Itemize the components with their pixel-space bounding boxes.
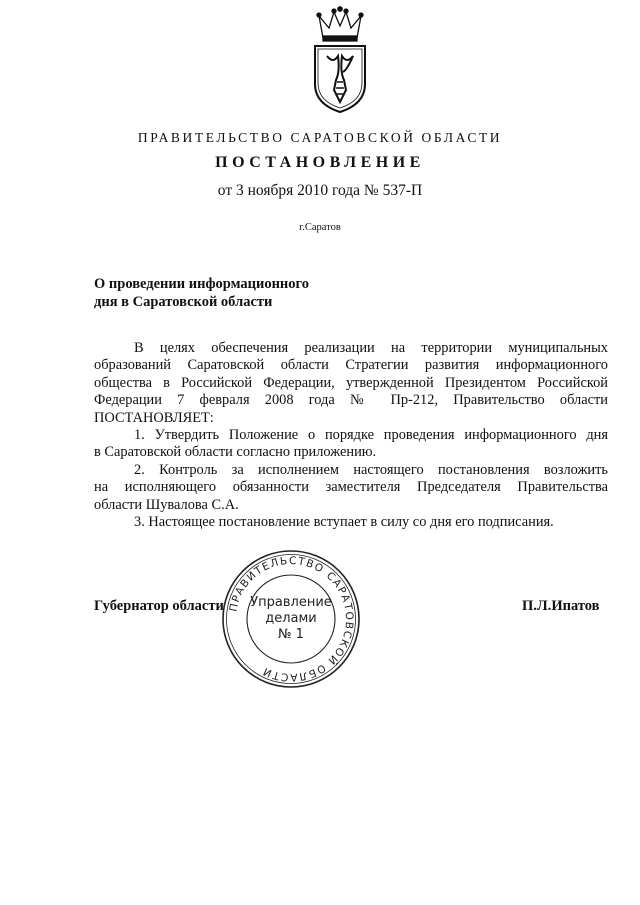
government-title: ПРАВИТЕЛЬСТВО САРАТОВСКОЙ ОБЛАСТИ [137,130,503,145]
paragraph-line: Федерации 7 февраля 2008 года № Пр-212, Правительство области [94,392,608,409]
paragraph-line: в Саратовской области согласно приложению. [94,444,377,461]
paragraph-line: 2. Контроль за исполнением настоящего постановления возложить [134,461,608,478]
stamp-center-line: делами [265,611,317,626]
subject-line: дня в Саратовской области [94,294,273,310]
signatory-name: П.Л.Ипатов [522,598,600,614]
paragraph-line: области Шувалова С.А. [94,496,239,513]
paragraph-line: на исполняющего обязанности заместителя Председателя Правительства [94,479,608,496]
city: г.Саратов [299,222,341,233]
stamp-center-line: № 1 [278,627,304,642]
document-body [94,340,608,531]
date-number: от 3 ноября 2010 года № 537-П [217,182,423,199]
paragraph-line: 3. Настоящее постановление вступает в силу со дня его подписания. [134,514,554,531]
paragraph-line: В целях обеспечения реализации на территории муниципальных [134,340,608,356]
document-type: ПОСТАНОВЛЕНИЕ [215,154,425,171]
stamp-ring-text: ПРАВИТЕЛЬСТВО САРАТОВСКОЙ ОБЛАСТИ [227,554,356,684]
shield-icon [315,46,365,112]
coat-of-arms-emblem [307,6,373,118]
stamp-center-line: Управление [250,595,332,610]
official-stamp [220,548,362,690]
paragraph-line: образований Саратовской области Стратегии развития информационного [94,357,608,374]
paragraph-line: ПОСТАНОВЛЯЕТ: [94,409,214,426]
crown-icon [317,7,363,41]
paragraph-line: общества в Российской Федерации, утвержденной Президентом Российской [94,374,608,391]
document-subject [94,275,394,311]
signatory-position: Губернатор области [94,598,224,614]
paragraph-line: 1. Утвердить Положение о порядке проведения информационного дня [134,427,608,444]
subject-line: О проведении информационного [94,276,310,292]
